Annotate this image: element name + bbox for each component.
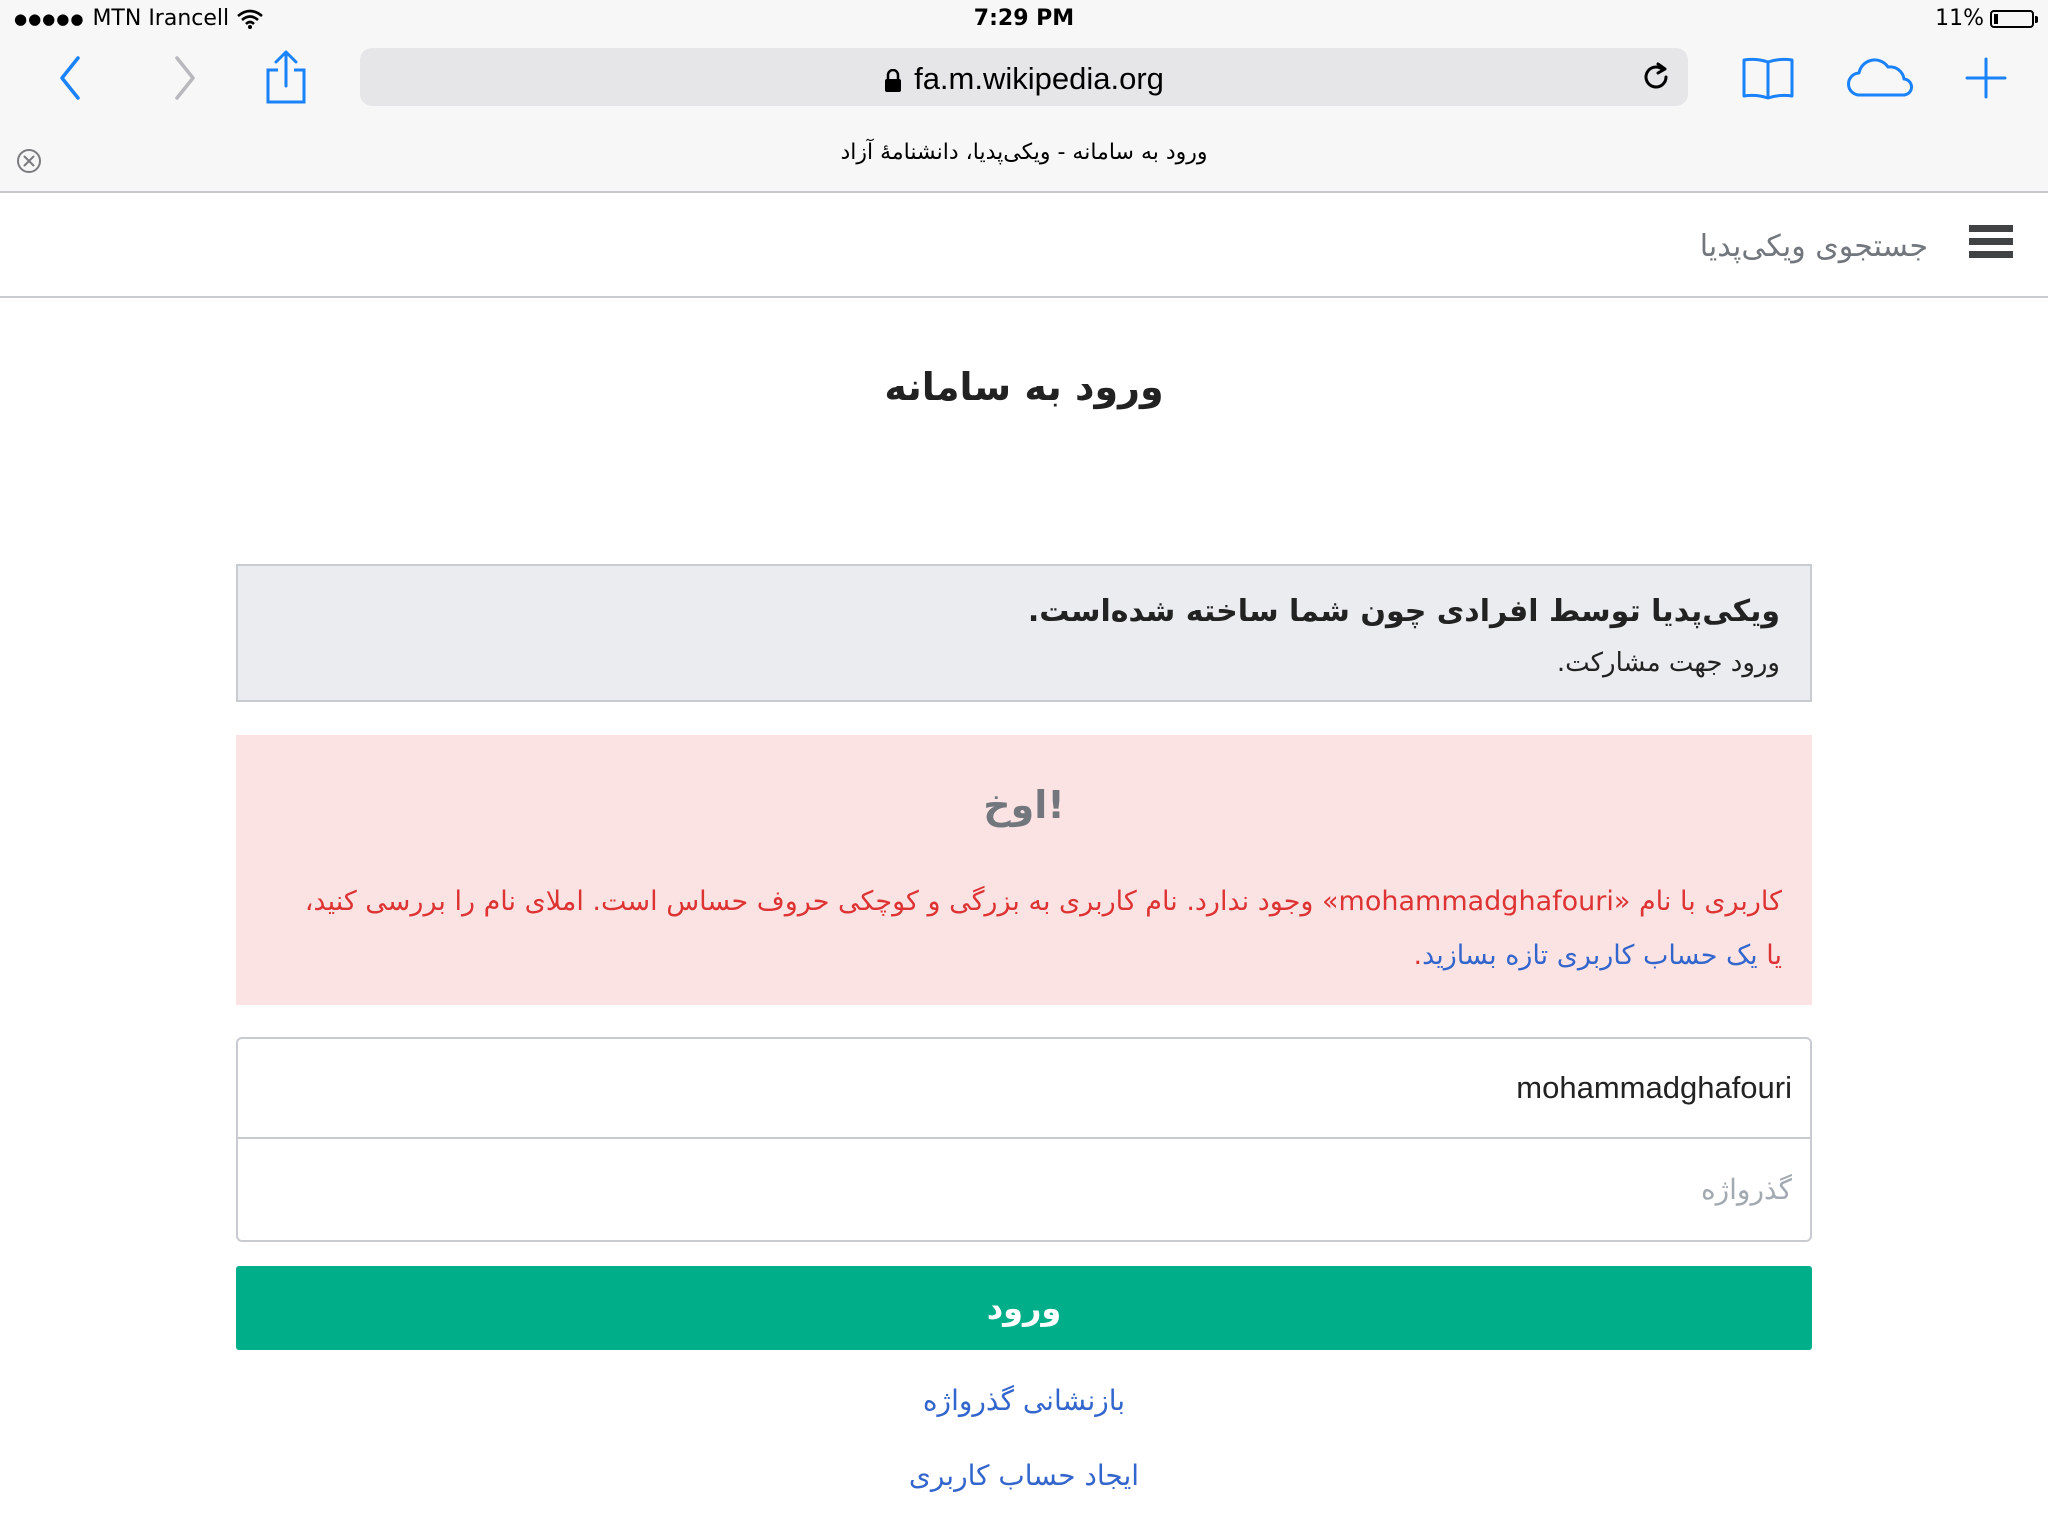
reset-password-link[interactable]: بازنشانی گذرواژه: [922, 1384, 1126, 1417]
share-icon: [264, 50, 308, 106]
create-account-link[interactable]: ایجاد حساب کاربری: [908, 1459, 1140, 1492]
error-text: کاربری با نام «mohammadghafouri» وجود ندارد. نام کاربری به بزرگی و کوچکی حروف حساس است. املای نام را بررسی کنید،: [304, 886, 1782, 917]
error-suffix: .: [1413, 940, 1423, 971]
url-display: [360, 61, 1688, 97]
new-tab-button[interactable]: [1964, 48, 2008, 108]
plus-icon: [1965, 57, 2007, 99]
cloud-icon: [1846, 58, 1916, 98]
browser-toolbar: [0, 40, 2048, 118]
bookmarks-button[interactable]: [1740, 48, 1796, 108]
tab-title[interactable]: ورود به سامانه - ویکی‌پدیا، دانشنامهٔ آزاد: [840, 140, 1208, 165]
hamburger-menu-icon[interactable]: [1969, 225, 2013, 265]
tab-bar: [0, 118, 2048, 193]
login-button[interactable]: ورود: [236, 1266, 1812, 1350]
book-icon: [1741, 56, 1795, 100]
error-prefix: یا: [1766, 940, 1782, 971]
status-right: [1935, 6, 2034, 31]
share-button[interactable]: [262, 48, 310, 108]
ios-status-bar: [0, 0, 2048, 40]
lock-icon: [884, 69, 902, 93]
status-time: 7:29 PM: [973, 6, 1075, 31]
wiki-header: [0, 193, 2048, 298]
info-heading: ویکی‌پدیا توسط افرادی چون شما ساخته شده‌است.: [1027, 594, 1780, 629]
icloud-tabs-button[interactable]: [1846, 48, 1916, 108]
reload-icon[interactable]: [1640, 61, 1672, 93]
url-text: fa.m.wikipedia.org: [914, 61, 1164, 96]
info-message-box: [236, 564, 1812, 702]
error-message-box: [236, 735, 1812, 1005]
chevron-left-icon: [58, 56, 82, 100]
search-input[interactable]: جستجوی ویکی‌پدیا: [1699, 229, 1928, 264]
create-new-account-link[interactable]: یک حساب کاربری تازه بسازید: [1422, 940, 1758, 971]
login-form: [236, 1037, 1812, 1242]
page-title: ورود به سامانه: [884, 365, 1164, 409]
signal-strength-icon: ●●●●●: [14, 9, 85, 28]
carrier-name: MTN Irancell: [92, 6, 230, 31]
forward-button[interactable]: [165, 48, 205, 108]
address-bar[interactable]: [360, 48, 1688, 106]
battery-icon: [1990, 10, 2034, 28]
battery-percent: 11%: [1935, 6, 1984, 31]
password-field[interactable]: [238, 1140, 1810, 1240]
error-message: [262, 875, 1782, 983]
username-field[interactable]: [238, 1039, 1810, 1139]
chevron-right-icon: [173, 56, 197, 100]
info-subtext: ورود جهت مشارکت.: [1556, 648, 1780, 678]
back-button[interactable]: [50, 48, 90, 108]
error-heading: اوخ!: [983, 783, 1065, 827]
